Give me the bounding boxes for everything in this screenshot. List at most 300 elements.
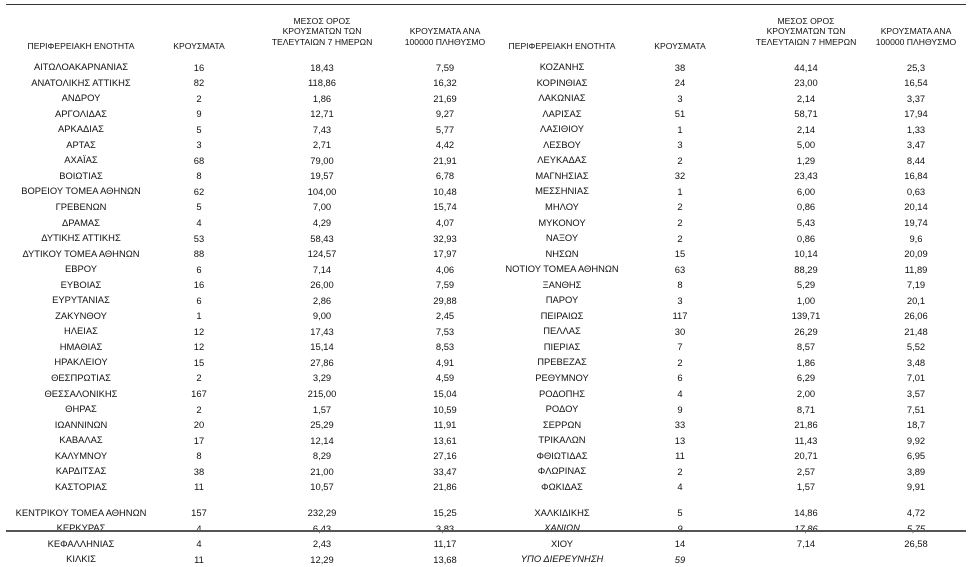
header-region-left <box>6 41 156 51</box>
avg7-cell: 17,86 <box>794 522 818 534</box>
cases-cell: 88 <box>193 248 205 260</box>
avg7-cell: 9,00 <box>312 310 332 322</box>
table-row <box>490 448 970 464</box>
region-name-cell: ΦΩΚΙΔΑΣ <box>541 480 583 492</box>
table-row <box>0 292 490 308</box>
avg7-cell: 8,29 <box>312 450 332 462</box>
header-per100k-line1: ΚΡΟΥΣΜΑΤΑ ΑΝΑ <box>409 26 481 37</box>
table-row <box>0 323 490 339</box>
cases-cell: 62 <box>193 185 205 197</box>
avg7-cell: 1,86 <box>312 92 332 104</box>
region-name-cell: ΝΑΞΟΥ <box>545 232 579 244</box>
avg7-cell: 1,57 <box>796 481 816 493</box>
avg7-cell: 0,86 <box>796 232 816 244</box>
avg7-cell: 232,29 <box>307 507 337 519</box>
per100k-cell: 16,84 <box>904 170 928 182</box>
region-name-cell: ΜΑΓΝΗΣΙΑΣ <box>535 169 589 181</box>
region-name-cell: ΠΕΙΡΑΙΩΣ <box>540 309 584 321</box>
region-name-cell: ΝΗΣΩΝ <box>545 247 579 259</box>
table-row <box>490 463 970 479</box>
region-name-cell: ΦΛΩΡΙΝΑΣ <box>537 465 587 477</box>
avg7-cell: 6,29 <box>796 372 816 384</box>
avg7-cell: 2,43 <box>312 538 332 550</box>
region-name-cell: ΡΟΔΟΠΗΣ <box>538 387 586 399</box>
right-table <box>490 59 970 567</box>
cases-cell: 1 <box>196 310 202 322</box>
cases-cell: 8 <box>196 450 202 462</box>
table-row <box>0 417 490 433</box>
table-row <box>490 59 970 75</box>
cases-cell: 4 <box>196 538 202 550</box>
region-name-cell: ΝΟΤΙΟΥ ΤΟΜΕΑ ΑΘΗΝΩΝ <box>505 263 619 275</box>
region-name-cell: ΑΝΔΡΟΥ <box>61 92 101 104</box>
region-name-cell: ΘΗΡΑΣ <box>65 403 97 415</box>
cases-cell: 8 <box>196 170 202 182</box>
table-row <box>490 370 970 386</box>
table-row <box>490 339 970 355</box>
header-per100k-line2: 100000 ΠΛΗΘΥΣΜΟ <box>875 36 957 47</box>
per100k-cell: 7,51 <box>906 403 926 415</box>
region-name-cell: ΜΕΣΣΗΝΙΑΣ <box>535 185 589 197</box>
per100k-cell: 5,77 <box>435 123 455 135</box>
avg7-cell: 25,29 <box>310 419 334 431</box>
table-row <box>490 520 970 536</box>
per100k-cell: 15,25 <box>433 507 457 519</box>
per100k-cell: 17,94 <box>904 108 928 120</box>
avg7-cell: 19,57 <box>310 170 334 182</box>
cases-cell: 51 <box>674 108 686 120</box>
region-name-cell: ΛΕΥΚΑΔΑΣ <box>537 154 587 166</box>
table-row <box>0 183 490 199</box>
per100k-cell: 6,95 <box>906 450 926 462</box>
avg7-cell: 1,57 <box>312 403 332 415</box>
region-name-cell: ΘΕΣΠΡΩΤΙΑΣ <box>51 371 111 383</box>
region-name-cell: ΑΡΚΑΔΙΑΣ <box>58 123 104 135</box>
region-name-cell: ΓΡΕΒΕΝΩΝ <box>55 200 107 212</box>
cases-cell: 16 <box>193 279 205 291</box>
per100k-cell: 32,93 <box>433 232 457 244</box>
cases-cell: 17 <box>193 434 205 446</box>
region-name-cell: ΚΙΛΚΙΣ <box>66 553 96 565</box>
cases-cell: 3 <box>196 139 202 151</box>
cases-cell: 32 <box>674 170 686 182</box>
table-row <box>490 385 970 401</box>
left-table <box>0 59 490 567</box>
table-row <box>0 90 490 106</box>
region-name-cell: ΥΠΟ ΔΙΕΡΕΥΝΗΣΗ <box>520 553 604 565</box>
avg7-cell: 118,86 <box>308 77 336 89</box>
cases-cell: 68 <box>193 154 205 166</box>
cases-cell: 167 <box>191 388 207 400</box>
per100k-cell: 21,48 <box>904 325 928 337</box>
cases-cell: 9 <box>196 108 202 120</box>
table-row <box>0 551 490 567</box>
avg7-cell: 12,71 <box>310 108 334 120</box>
avg7-cell: 27,86 <box>310 356 334 368</box>
cases-cell: 12 <box>193 341 205 353</box>
cases-cell: 5 <box>196 201 202 213</box>
avg7-cell: 15,14 <box>310 341 334 353</box>
table-row <box>490 199 970 215</box>
table-row <box>490 183 970 199</box>
cases-cell: 3 <box>677 92 683 104</box>
avg7-cell: 7,43 <box>312 123 332 135</box>
cases-cell: 38 <box>674 61 686 73</box>
table-row <box>0 520 490 536</box>
bottom-rule <box>6 530 966 532</box>
per100k-cell: 21,86 <box>433 481 457 493</box>
region-name-cell: ΕΒΡΟΥ <box>64 263 97 275</box>
per100k-cell: 4,07 <box>435 217 455 229</box>
table-row <box>0 448 490 464</box>
avg7-cell: 11,43 <box>794 434 818 446</box>
cases-cell: 24 <box>674 77 686 89</box>
per100k-cell: 26,06 <box>904 310 928 322</box>
header-cases-label: ΚΡΟΥΣΜΑΤΑ <box>654 41 706 51</box>
region-name-cell: ΑΧΑΪΑΣ <box>64 154 98 166</box>
per100k-cell: 7,59 <box>435 279 455 291</box>
region-name-cell: ΔΡΑΜΑΣ <box>62 216 100 228</box>
per100k-cell: 8,44 <box>906 154 926 166</box>
table-row <box>490 551 970 567</box>
avg7-cell: 18,43 <box>310 61 334 73</box>
table-row <box>0 494 490 520</box>
table-row <box>0 479 490 495</box>
per100k-cell: 20,1 <box>906 294 926 306</box>
cases-cell: 14 <box>674 538 686 550</box>
avg7-cell: 20,71 <box>794 450 818 462</box>
region-name-cell: ΤΡΙΚΑΛΩΝ <box>538 434 586 446</box>
avg7-cell: 2,14 <box>796 92 816 104</box>
region-name-cell: ΒΟΙΩΤΙΑΣ <box>59 169 103 181</box>
region-name-cell: ΚΑΡΔΙΤΣΑΣ <box>55 465 107 477</box>
avg7-cell: 139,71 <box>791 310 821 322</box>
header-cases-right <box>642 41 718 51</box>
cases-cell: 8 <box>677 279 683 291</box>
cases-cell: 2 <box>677 154 683 166</box>
header-region-label: ΠΕΡΙΦΕΡΕΙΑΚΗ ΕΝΟΤΗΤΑ <box>27 41 135 51</box>
per100k-cell: 11,89 <box>904 263 928 275</box>
cases-cell: 2 <box>677 217 683 229</box>
region-name-cell: ΡΟΔΟΥ <box>545 403 579 415</box>
cases-cell: 16 <box>193 61 205 73</box>
region-name-cell: ΡΕΘΥΜΝΟΥ <box>535 371 589 383</box>
table-row <box>0 168 490 184</box>
cases-cell: 3 <box>677 139 683 151</box>
cases-cell: 2 <box>677 356 683 368</box>
table-row <box>490 106 970 122</box>
table-row <box>490 214 970 230</box>
cases-cell: 59 <box>674 553 686 565</box>
table-row <box>0 536 490 552</box>
per100k-cell: 3,57 <box>906 388 926 400</box>
per100k-cell: 10,59 <box>433 403 457 415</box>
cases-cell: 6 <box>677 372 683 384</box>
table-row <box>0 277 490 293</box>
cases-cell: 33 <box>674 419 686 431</box>
region-name-cell: ΠΡΕΒΕΖΑΣ <box>537 356 587 368</box>
region-name-cell: ΕΥΡΥΤΑΝΙΑΣ <box>52 294 110 306</box>
region-name-cell: ΣΕΡΡΩΝ <box>542 418 582 430</box>
cases-cell: 4 <box>677 388 683 400</box>
header-avg7-line1: ΜΕΣΟΣ ΟΡΟΣ <box>777 16 835 26</box>
cases-cell: 2 <box>677 201 683 213</box>
per100k-cell: 5,52 <box>906 341 926 353</box>
table-row <box>490 292 970 308</box>
per100k-cell: 11,17 <box>433 538 457 550</box>
avg7-cell: 2,57 <box>796 465 816 477</box>
table-row <box>0 261 490 277</box>
table-row <box>490 354 970 370</box>
header-avg7-line3: ΤΕΛΕΥΤΑΙΩΝ 7 ΗΜΕΡΩΝ <box>755 36 857 47</box>
region-name-cell: ΚΑΒΑΛΑΣ <box>59 434 103 446</box>
table-row <box>0 106 490 122</box>
per100k-cell: 4,06 <box>435 263 455 275</box>
avg7-cell: 58,71 <box>794 108 818 120</box>
region-name-cell: ΙΩΑΝΝΙΝΩΝ <box>54 418 108 430</box>
avg7-cell: 58,43 <box>310 232 334 244</box>
region-name-cell: ΒΟΡΕΙΟΥ ΤΟΜΕΑ ΑΘΗΝΩΝ <box>21 185 141 197</box>
per100k-cell: 27,16 <box>433 450 457 462</box>
per100k-cell: 4,59 <box>435 372 455 384</box>
region-name-cell: ΚΕΝΤΡΙΚΟΥ ΤΟΜΕΑ ΑΘΗΝΩΝ <box>15 506 147 518</box>
region-name-cell: ΗΡΑΚΛΕΙΟΥ <box>54 356 108 368</box>
table-row <box>0 308 490 324</box>
table-row <box>490 152 970 168</box>
per100k-cell: 13,61 <box>433 434 457 446</box>
avg7-cell: 8,71 <box>796 403 816 415</box>
table-row <box>490 121 970 137</box>
region-name-cell: ΜΗΛΟΥ <box>545 200 579 212</box>
region-name-cell: ΧΙΟΥ <box>550 537 574 549</box>
avg7-cell: 6,00 <box>796 185 816 197</box>
region-name-cell: ΚΑΛΥΜΝΟΥ <box>54 449 108 461</box>
cases-cell: 53 <box>193 232 205 244</box>
table-row <box>0 339 490 355</box>
per100k-cell: 29,88 <box>433 294 457 306</box>
per100k-cell: 8,53 <box>435 341 455 353</box>
cases-cell: 5 <box>677 507 683 519</box>
per100k-cell: 7,59 <box>435 61 455 73</box>
cases-cell: 2 <box>196 403 202 415</box>
region-name-cell: ΦΘΙΩΤΙΔΑΣ <box>536 449 588 461</box>
avg7-cell: 104,00 <box>307 185 337 197</box>
table-row <box>0 246 490 262</box>
cases-cell: 11 <box>194 553 204 565</box>
avg7-cell: 26,00 <box>310 279 334 291</box>
region-name-cell: ΔΥΤΙΚΗΣ ΑΤΤΙΚΗΣ <box>41 232 121 244</box>
avg7-cell: 17,43 <box>310 325 334 337</box>
cases-cell: 82 <box>193 77 205 89</box>
table-row <box>490 308 970 324</box>
header-per100k-left <box>390 26 500 47</box>
avg7-cell: 10,57 <box>310 481 334 493</box>
per100k-cell: 15,74 <box>433 201 457 213</box>
header-avg7-right <box>740 16 872 47</box>
region-name-cell: ΠΙΕΡΙΑΣ <box>543 340 581 352</box>
cases-cell: 13 <box>674 434 686 446</box>
per100k-cell: 9,92 <box>906 434 926 446</box>
region-name-cell: ΛΑΡΙΣΑΣ <box>542 107 582 119</box>
per100k-cell: 13,68 <box>433 553 457 565</box>
per100k-cell: 16,54 <box>904 77 928 89</box>
per100k-cell: 15,04 <box>433 388 457 400</box>
header-region-right <box>492 41 632 51</box>
table-row <box>490 494 970 520</box>
table-row <box>490 432 970 448</box>
cases-cell: 12 <box>193 325 205 337</box>
region-name-cell: ΛΑΚΩΝΙΑΣ <box>538 92 586 104</box>
header-region-label: ΠΕΡΙΦΕΡΕΙΑΚΗ ΕΝΟΤΗΤΑ <box>508 41 616 51</box>
avg7-cell: 215,00 <box>307 388 337 400</box>
table-row <box>0 59 490 75</box>
region-name-cell: ΠΕΛΛΑΣ <box>543 325 581 337</box>
cases-cell: 157 <box>191 507 207 519</box>
region-name-cell: ΑΡΓΟΛΙΔΑΣ <box>55 107 107 119</box>
per100k-cell: 6,78 <box>435 170 455 182</box>
avg7-cell: 21,00 <box>310 465 334 477</box>
header-avg7-left <box>256 16 388 47</box>
table-row <box>490 90 970 106</box>
per100k-cell: 7,19 <box>906 279 926 291</box>
table-row <box>0 230 490 246</box>
region-name-cell: ΛΕΣΒΟΥ <box>543 138 581 150</box>
table-row <box>0 199 490 215</box>
per100k-cell: 3,37 <box>906 92 926 104</box>
region-name-cell: ΠΑΡΟΥ <box>545 294 579 306</box>
per100k-cell: 3,83 <box>435 522 455 534</box>
cases-cell: 30 <box>674 325 686 337</box>
avg7-cell: 1,86 <box>796 356 816 368</box>
cases-cell: 4 <box>196 217 202 229</box>
avg7-cell: 4,29 <box>312 217 332 229</box>
region-name-cell: ΑΡΤΑΣ <box>66 138 96 150</box>
avg7-cell: 5,00 <box>796 139 816 151</box>
avg7-cell: 7,14 <box>312 263 332 275</box>
cases-cell: 15 <box>193 356 205 368</box>
table-row <box>0 75 490 91</box>
per100k-cell: 0,63 <box>906 185 926 197</box>
region-name-cell: ΕΥΒΟΙΑΣ <box>60 278 102 290</box>
table-row <box>490 479 970 495</box>
cases-cell: 6 <box>196 263 202 275</box>
header-per100k-line2: 100000 ΠΛΗΘΥΣΜΟ <box>404 36 486 47</box>
per100k-cell: 7,01 <box>906 372 926 384</box>
avg7-cell: 7,00 <box>312 201 332 213</box>
region-name-cell: ΚΟΡΙΝΘΙΑΣ <box>536 76 588 88</box>
per100k-cell: 3,47 <box>906 139 926 151</box>
cases-cell: 7 <box>677 341 683 353</box>
header-per100k-line1: ΚΡΟΥΣΜΑΤΑ ΑΝΑ <box>880 26 952 37</box>
per100k-cell: 4,72 <box>906 507 926 519</box>
table-row <box>490 261 970 277</box>
region-name-cell: ΚΑΣΤΟΡΙΑΣ <box>54 480 108 492</box>
table-row <box>0 354 490 370</box>
avg7-cell: 26,29 <box>794 325 818 337</box>
per100k-cell: 26,58 <box>904 538 928 550</box>
avg7-cell: 21,86 <box>794 419 818 431</box>
per100k-cell: 5,75 <box>906 522 926 534</box>
cases-cell: 15 <box>674 248 686 260</box>
avg7-cell: 12,29 <box>310 553 334 565</box>
cases-cell: 2 <box>677 465 683 477</box>
header-per100k-right <box>864 26 968 47</box>
avg7-cell: 1,00 <box>796 294 816 306</box>
cases-cell: 1 <box>677 185 683 197</box>
per100k-cell: 7,53 <box>435 325 455 337</box>
cases-cell: 2 <box>196 92 202 104</box>
avg7-cell: 5,43 <box>796 217 816 229</box>
avg7-cell: 10,14 <box>794 248 818 260</box>
avg7-cell: 2,71 <box>312 139 332 151</box>
avg7-cell: 23,43 <box>794 170 818 182</box>
region-name-cell: ΚΕΦΑΛΛΗΝΙΑΣ <box>47 537 115 549</box>
avg7-cell: 14,86 <box>794 507 818 519</box>
avg7-cell: 0,86 <box>796 201 816 213</box>
header-cases-left <box>162 41 236 51</box>
avg7-cell: 44,14 <box>794 61 818 73</box>
per100k-cell: 21,91 <box>433 154 457 166</box>
per100k-cell: 4,91 <box>435 356 455 368</box>
cases-cell: 1 <box>677 123 683 135</box>
region-name-cell: ΔΥΤΙΚΟΥ ΤΟΜΕΑ ΑΘΗΝΩΝ <box>22 247 140 259</box>
table-row <box>0 214 490 230</box>
region-name-cell: ΗΜΑΘΙΑΣ <box>59 340 103 352</box>
cases-cell: 11 <box>194 481 204 493</box>
per100k-cell: 20,14 <box>904 201 928 213</box>
per100k-cell: 3,89 <box>906 465 926 477</box>
cases-cell: 4 <box>677 481 683 493</box>
region-name-cell: ΑΝΑΤΟΛΙΚΗΣ ΑΤΤΙΚΗΣ <box>31 76 131 88</box>
per100k-cell: 10,48 <box>433 185 457 197</box>
per100k-cell: 18,7 <box>906 419 926 431</box>
table-row <box>0 152 490 168</box>
avg7-cell: 5,29 <box>796 279 816 291</box>
region-name-cell: ΚΟΖΑΝΗΣ <box>539 61 585 73</box>
header-avg7-line3: ΤΕΛΕΥΤΑΙΩΝ 7 ΗΜΕΡΩΝ <box>271 36 373 47</box>
table-row <box>490 417 970 433</box>
cases-cell: 6 <box>196 294 202 306</box>
table-row <box>490 277 970 293</box>
header-avg7-line2: ΚΡΟΥΣΜΑΤΩΝ ΤΩΝ <box>766 26 846 37</box>
header-avg7-line1: ΜΕΣΟΣ ΟΡΟΣ <box>293 16 351 26</box>
header-avg7-line2: ΚΡΟΥΣΜΑΤΩΝ ΤΩΝ <box>282 26 362 37</box>
cases-cell: 63 <box>674 263 686 275</box>
region-name-cell: ΛΑΣΙΘΙΟΥ <box>539 123 585 135</box>
avg7-cell: 12,14 <box>310 434 334 446</box>
cases-cell: 2 <box>677 232 683 244</box>
table-row <box>0 385 490 401</box>
region-name-cell: ΚΕΡΚΥΡΑΣ <box>56 522 106 534</box>
region-name-cell: ΖΑΚΥΝΘΟΥ <box>55 309 107 321</box>
cases-cell: 3 <box>677 294 683 306</box>
per100k-cell: 17,97 <box>433 248 457 260</box>
table-row <box>490 230 970 246</box>
per100k-cell: 2,45 <box>435 310 455 322</box>
per100k-cell: 33,47 <box>433 465 457 477</box>
avg7-cell: 79,00 <box>310 154 334 166</box>
cases-cell: 9 <box>677 522 683 534</box>
per100k-cell: 19,74 <box>904 217 928 229</box>
cases-cell: 9 <box>677 403 683 415</box>
header-cases-label: ΚΡΟΥΣΜΑΤΑ <box>173 41 225 51</box>
region-name-cell: ΜΥΚΟΝΟΥ <box>538 216 586 228</box>
table-row <box>490 323 970 339</box>
avg7-cell: 2,14 <box>796 123 816 135</box>
table-row <box>490 246 970 262</box>
region-name-cell: ΑΙΤΩΛΟΑΚΑΡΝΑΝΙΑΣ <box>33 61 129 73</box>
per100k-cell: 4,42 <box>435 139 455 151</box>
